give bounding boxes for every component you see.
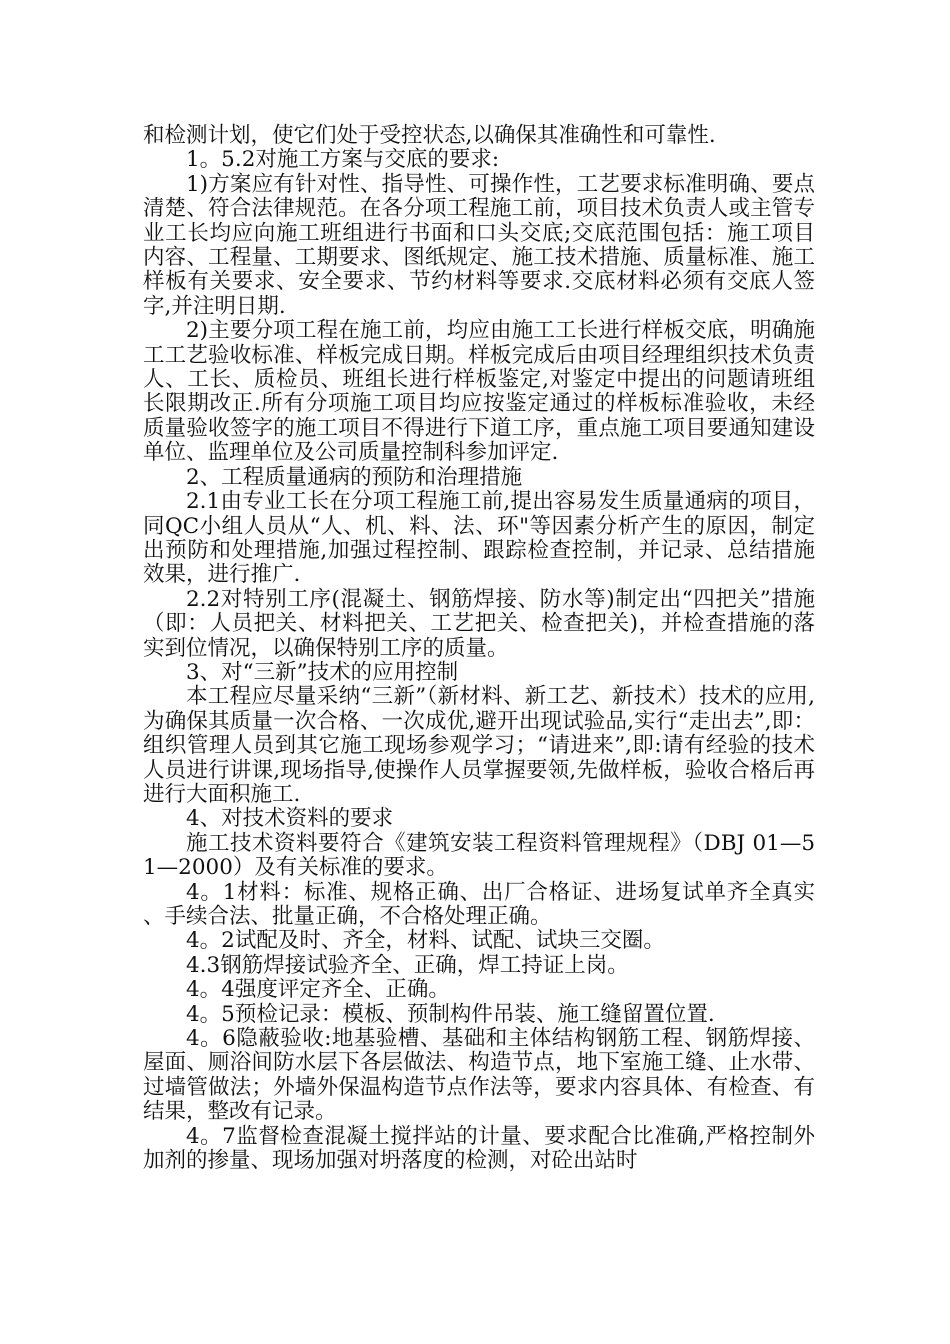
section-heading: 2、工程质量通病的预防和治理措施 [186,464,523,490]
paragraph: 2.1由专业工长在分项工程施工前,提出容易发生质量通病的项目，同QC小组人员从“人、机、料、法、环"等因素分析产生的原因，制定出预防和处理措施,加强过程控制、跟踪检查控制，并记录、总结措施效果，进行推广. [143,489,815,588]
paragraph: 本工程应尽量采纳“三新”（新材料、新工艺、新技术）技术的应用,为确保其质量一次合格、一次成优,避开出现试验品,实行“走出去”,即：组织管理人员到其它施工现场参观学习；“请进来”,即:请有经验的技术人员进行讲课,现场指导,使操作人员掌握要领,先做样板，验收合格后再进行大面积施工. [143,684,815,807]
section-heading: 3、对“三新”技术的应用控制 [186,659,459,685]
list-item: 4。6隐蔽验收:地基验槽、基础和主体结构钢筋工程、钢筋焊接、屋面、厕浴间防水层下各层做法、构造节点，地下室施工缝、止水带、过墙管做法；外墙外保温构造节点作法等，要求内容具体、有检查、有结果，整改有记录。 [143,1026,815,1125]
paragraph: 和检测计划，使它们处于受控状态,以确保其准确性和可靠性. [143,123,716,148]
section-heading: 4、对技术资料的要求 [186,806,394,832]
list-item: 4。5预检记录：模板、预制构件吊装、施工缝留置位置. [186,1001,715,1027]
list-item: 4.3钢筋焊接试验齐全、正确，焊工持证上岗。 [186,952,629,978]
section-heading: 1。5.2对施工方案与交底的要求: [186,147,500,173]
list-item: 4。4强度评定齐全、正确。 [186,977,450,1003]
paragraph: 施工技术资料要符合《建筑安装工程资料管理规程》（DBJ 01—51—2000）及有关标准的要求。 [143,830,815,881]
list-item: 4。7监督检查混凝土搅拌站的计量、要求配合比准确,严格控制外加剂的掺量、现场加强对坍落度的检测，对砼出站时 [143,1123,815,1174]
paragraph: 2)主要分项工程在施工前，均应由施工工长进行样板交底，明确施工工艺验收标准、样板完成日期。样板完成后由项目经理组织技术负责人、工长、质检员、班组长进行样板鉴定,对鉴定中提出的问题请班组长限期改正.所有分项施工项目均应按鉴定通过的样板标准验收，未经质量验收签字的施工项目不得进行下道工序，重点施工项目要通知建设单位、监理单位及公司质量控制科参加评定. [143,318,815,466]
paragraph: 1)方案应有针对性、指导性、可操作性，工艺要求标准明确、要点清楚、符合法律规范。在各分项工程施工前，项目技术负责人或主管专业工长均应向施工班组进行书面和口头交底;交底范围包括：施工项目内容、工程量、工期要求、图纸规定、施工技术措施、质量标准、施工样板有关要求、安全要求、节约材料等要求.交底材料必须有交底人签字,并注明日期. [143,171,815,319]
list-item: 4。1材料：标准、规格正确、出厂合格证、进场复试单齐全真实、手续合法、批量正确，不合格处理正确。 [143,879,815,929]
list-item: 4。2试配及时、齐全，材料、试配、试块三交圈。 [186,928,665,954]
document-body [143,124,815,1173]
paragraph: 2.2对特别工序(混凝土、钢筋焊接、防水等)制定出“四把关”措施（即：人员把关、材料把关、工艺把关、检查把关)，并检查措施的落实到位情况，以确保特别工序的质量。 [143,586,815,661]
